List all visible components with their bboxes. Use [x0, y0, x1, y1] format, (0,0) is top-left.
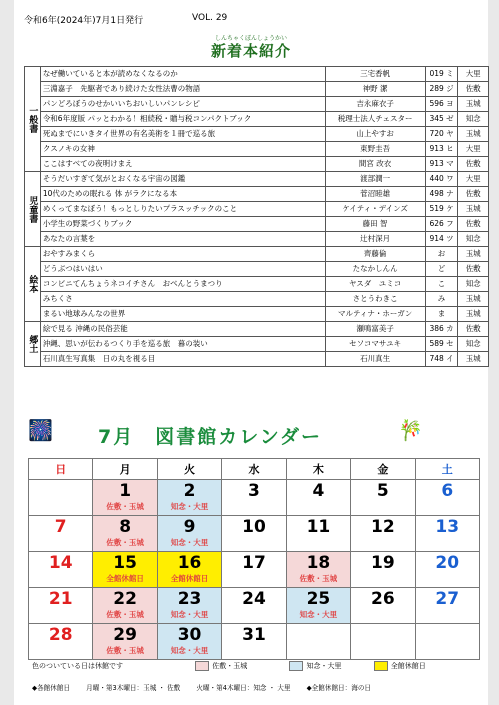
book-row	[25, 187, 489, 202]
book-library: 大里	[458, 172, 489, 187]
day-number: 6	[441, 481, 454, 501]
weekday-header: 火	[157, 459, 221, 480]
book-row	[25, 307, 489, 322]
day-number: 5	[376, 481, 389, 501]
book-title: まるい地球みんなの世界	[40, 307, 325, 322]
legend-pink-swatch	[195, 661, 209, 671]
calendar-day	[93, 480, 157, 516]
weekday-header: 木	[286, 459, 350, 480]
legend-yellow-swatch	[374, 661, 388, 671]
issue-date: 令和6年(2024年)7月1日発行	[24, 16, 144, 26]
day-note: 全館休館日	[170, 574, 209, 583]
book-author: セソコマサユキ	[325, 337, 425, 352]
book-author: 齊藤倫	[325, 247, 425, 262]
weekday-header: 水	[222, 459, 286, 480]
calendar-day	[351, 552, 415, 588]
category-label: 郷土	[25, 322, 41, 367]
tanabata-icon: 🎋	[398, 418, 423, 442]
calendar-legend	[32, 661, 482, 671]
day-number: 15	[113, 553, 137, 573]
day-number: 12	[370, 517, 395, 537]
day-note: 佐敷・玉城	[106, 646, 144, 655]
day-number: 22	[113, 589, 137, 609]
book-author: ヤスダ ユミコ	[325, 277, 425, 292]
day-number: 8	[119, 517, 132, 537]
new-books-table	[24, 66, 489, 367]
book-title: 三淵嘉子 先駆者であり続けた女性法曹の物語	[40, 82, 325, 97]
book-author: ケイティ・デインズ	[325, 202, 425, 217]
book-row	[25, 157, 489, 172]
book-title: あなたの言葉を	[40, 232, 325, 247]
book-library: 玉城	[458, 307, 489, 322]
book-library: 知念	[458, 232, 489, 247]
day-number: 28	[48, 625, 73, 645]
day-number: 24	[242, 589, 266, 609]
book-library: 玉城	[458, 97, 489, 112]
book-call-number: 019 ミ	[425, 67, 458, 82]
book-row	[25, 322, 489, 337]
book-library: 玉城	[458, 127, 489, 142]
book-call-number: お	[425, 247, 458, 262]
book-row	[25, 352, 489, 367]
book-title: パンどろぼうのせかいいちおいしいパンレシピ	[40, 97, 325, 112]
day-number: 9	[183, 517, 196, 537]
weekday-header: 金	[351, 459, 415, 480]
book-library: 佐敷	[458, 82, 489, 97]
calendar-day	[93, 588, 157, 624]
day-number: 11	[306, 517, 331, 537]
calendar-day	[222, 480, 286, 516]
new-books-title: 新着本紹介	[210, 42, 291, 60]
weekday-header: 土	[415, 459, 479, 480]
calendar-day	[415, 552, 479, 588]
book-call-number: ど	[425, 262, 458, 277]
book-call-number: 914 ツ	[425, 232, 458, 247]
calendar-day	[351, 588, 415, 624]
book-author: 間宮 改衣	[325, 157, 425, 172]
book-author: さとうわきこ	[325, 292, 425, 307]
book-call-number: こ	[425, 277, 458, 292]
calendar-week	[29, 624, 480, 660]
book-row	[25, 127, 489, 142]
book-call-number: 519 ケ	[425, 202, 458, 217]
calendar-day	[29, 588, 93, 624]
book-title: 沖縄、思いが伝わるつくり手を巡る旅 暮の装い	[40, 337, 325, 352]
day-number: 10	[242, 517, 266, 537]
calendar-day	[157, 552, 221, 588]
calendar-day	[29, 480, 93, 516]
calendar-day	[93, 516, 157, 552]
book-author: 吉永麻衣子	[325, 97, 425, 112]
calendar-day	[93, 624, 157, 660]
book-library: 佐敷	[458, 217, 489, 232]
book-title: 絵で見る 沖縄の民俗芸能	[40, 322, 325, 337]
calendar-day	[29, 516, 93, 552]
book-call-number: 748 イ	[425, 352, 458, 367]
library-calendar	[28, 458, 480, 660]
book-title: めくってまなぼう！もっとしりたいプラスッチックのこと	[40, 202, 325, 217]
calendar-week	[29, 480, 480, 516]
book-author: 三宅香帆	[325, 67, 425, 82]
book-library: 知念	[458, 277, 489, 292]
day-number: 30	[177, 625, 202, 645]
closed-label: ◆各館休館日	[32, 684, 71, 692]
book-library: 玉城	[458, 292, 489, 307]
book-library: 佐敷	[458, 322, 489, 337]
book-title: ここはすべての夜明けまえ	[40, 157, 325, 172]
calendar-day	[29, 552, 93, 588]
book-title: コンビニてんちょうネコイチさん おべんとうまつり	[40, 277, 325, 292]
calendar-day	[222, 588, 286, 624]
day-note: 知念・大里	[170, 538, 209, 547]
book-author: 菅沼睦雄	[325, 187, 425, 202]
legend-pink-label: 佐敷・玉城	[212, 662, 248, 670]
day-note: 佐敷・玉城	[106, 502, 144, 511]
volume-number: VOL. 29	[192, 13, 228, 23]
book-call-number: 289 ジ	[425, 82, 458, 97]
day-number: 13	[435, 517, 460, 537]
calendar-day	[286, 624, 350, 660]
book-title: 死ぬまでにいきタイ世界の有名美術を１冊で巡る旅	[40, 127, 325, 142]
calendar-header	[28, 418, 478, 446]
closed-all: ◆全館休館日：海の日	[306, 684, 372, 692]
book-title: 石川真生写真集 日の丸を視る目	[40, 352, 325, 367]
day-number: 3	[248, 481, 260, 501]
book-author: 渡部潤一	[325, 172, 425, 187]
calendar-day	[93, 552, 157, 588]
category-label: 児童書	[25, 172, 41, 247]
book-title: 10代のための眠れる 体 がラクになる本	[40, 187, 325, 202]
book-title: そうだいすぎて気がとおくなる宇宙の図鑑	[40, 172, 325, 187]
book-row	[25, 97, 489, 112]
book-call-number: み	[425, 292, 458, 307]
category-label: 絵本	[25, 247, 41, 322]
book-call-number: 913 マ	[425, 157, 458, 172]
calendar-day	[286, 552, 350, 588]
calendar-week	[29, 516, 480, 552]
book-call-number: 596 ヨ	[425, 97, 458, 112]
calendar-day	[157, 588, 221, 624]
day-number: 1	[119, 481, 132, 501]
calendar-day	[415, 588, 479, 624]
new-books-ruby: しんちゃくぼんしょうかい	[214, 35, 287, 42]
book-library: 大里	[458, 142, 489, 157]
calendar-week	[29, 552, 480, 588]
calendar-day	[157, 480, 221, 516]
book-title: みちくさ	[40, 292, 325, 307]
book-call-number: 440 ワ	[425, 172, 458, 187]
book-library: 知念	[458, 112, 489, 127]
calendar-day	[351, 516, 415, 552]
book-author: 瀬鳴富美子	[325, 322, 425, 337]
book-library: 佐敷	[458, 262, 489, 277]
day-number: 25	[306, 589, 331, 609]
book-author: マルティナ・ホーガン	[325, 307, 425, 322]
day-number: 27	[435, 589, 460, 609]
book-call-number: 720 ヤ	[425, 127, 458, 142]
book-library: 玉城	[458, 202, 489, 217]
legend-yellow-label: 全館休館日	[390, 662, 426, 670]
day-note: 知念・大里	[299, 610, 338, 619]
day-number: 21	[48, 589, 73, 609]
book-author: 税理士法人チェスター	[325, 112, 425, 127]
book-row	[25, 262, 489, 277]
book-row	[25, 232, 489, 247]
calendar-day	[157, 516, 221, 552]
book-library: 知念	[458, 337, 489, 352]
calendar-day	[286, 516, 350, 552]
day-note: 佐敷・玉城	[299, 574, 338, 583]
calendar-day	[351, 480, 415, 516]
newsletter-page	[14, 0, 488, 705]
day-number: 20	[435, 553, 460, 573]
day-number: 31	[242, 625, 266, 645]
book-title: クスノキの女神	[40, 142, 325, 157]
closed-days	[32, 682, 487, 692]
day-note: 知念・大里	[170, 610, 209, 619]
calendar-day	[415, 480, 479, 516]
day-number: 29	[113, 625, 137, 645]
book-call-number: 498 ナ	[425, 187, 458, 202]
book-call-number: 386 カ	[425, 322, 458, 337]
book-row	[25, 112, 489, 127]
calendar-title: 7月 図書館カレンダー	[98, 426, 322, 448]
book-library: 玉城	[458, 352, 489, 367]
legend-blue-swatch	[289, 661, 303, 671]
calendar-day	[351, 624, 415, 660]
calendar-day	[157, 624, 221, 660]
book-row	[25, 247, 489, 262]
day-number: 17	[242, 553, 266, 573]
day-number: 23	[177, 589, 202, 609]
book-library: 玉城	[458, 247, 489, 262]
day-number: 19	[370, 553, 395, 573]
day-note: 佐敷・玉城	[106, 610, 144, 619]
calendar-day	[222, 516, 286, 552]
calendar-day	[415, 624, 479, 660]
book-title: 小学生の野菜づくりブック	[40, 217, 325, 232]
day-number: 7	[54, 517, 67, 537]
book-call-number: ま	[425, 307, 458, 322]
book-title: なぜ働いていると本が読めなくなるのか	[40, 67, 325, 82]
closed-tuesday: 火曜・第4木曜日：知念 ・ 大里	[196, 684, 291, 692]
book-row	[25, 202, 489, 217]
book-title: おやすみまくら	[40, 247, 325, 262]
day-note: 全館休館日	[106, 574, 144, 583]
book-library: 大里	[458, 67, 489, 82]
calendar-day	[286, 480, 350, 516]
day-number: 4	[312, 481, 325, 501]
day-number: 2	[183, 481, 196, 501]
children-icon: 🎆	[28, 418, 53, 442]
book-call-number: 589 セ	[425, 337, 458, 352]
category-label: 一般書	[25, 67, 41, 172]
calendar-day	[286, 588, 350, 624]
book-call-number: 626 フ	[425, 217, 458, 232]
book-title: 令和6年度版 パッとわかる！相続税・贈与税コンパクトブック	[40, 112, 325, 127]
day-note: 佐敷・玉城	[106, 538, 144, 547]
book-library: 佐敷	[458, 187, 489, 202]
book-row	[25, 67, 489, 82]
day-note: 知念・大里	[170, 646, 209, 655]
calendar-week	[29, 588, 480, 624]
book-row	[25, 142, 489, 157]
day-number: 16	[177, 553, 202, 573]
book-author: 藤田 智	[325, 217, 425, 232]
book-row	[25, 292, 489, 307]
book-library: 佐敷	[458, 157, 489, 172]
book-author: たなかしんん	[325, 262, 425, 277]
calendar-day	[415, 516, 479, 552]
weekday-header: 月	[93, 459, 157, 480]
calendar-day	[29, 624, 93, 660]
day-number: 26	[370, 589, 395, 609]
book-title: どうぶつはいはい	[40, 262, 325, 277]
book-author: 辻村深月	[325, 232, 425, 247]
calendar-day	[222, 552, 286, 588]
book-author: 山上やすお	[325, 127, 425, 142]
day-note: 知念・大里	[170, 502, 209, 511]
weekday-header: 日	[29, 459, 93, 480]
book-author: 石川真生	[325, 352, 425, 367]
book-row	[25, 217, 489, 232]
legend-blue-label: 知念・大里	[306, 662, 342, 670]
legend-note: 色のついている日は休館です	[32, 662, 123, 670]
book-row	[25, 172, 489, 187]
calendar-day	[222, 624, 286, 660]
book-row	[25, 337, 489, 352]
book-row	[25, 277, 489, 292]
day-number: 14	[48, 553, 73, 573]
book-call-number: 345 ゼ	[425, 112, 458, 127]
book-author: 神野 潔	[325, 82, 425, 97]
closed-monday: 月曜・第3木曜日：玉城 ・ 佐敷	[86, 684, 181, 692]
book-call-number: 913 ヒ	[425, 142, 458, 157]
book-row	[25, 82, 489, 97]
day-number: 18	[306, 553, 331, 573]
book-author: 東野圭吾	[325, 142, 425, 157]
